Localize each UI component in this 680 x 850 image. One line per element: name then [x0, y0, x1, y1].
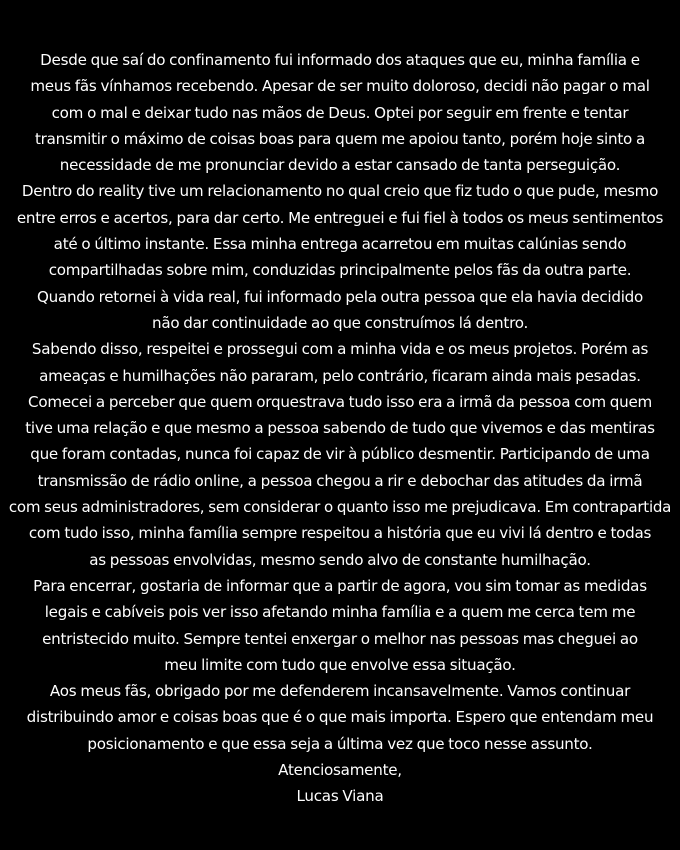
- statement-line: compartilhadas sobre mim, conduzidas principalmente pelos fãs da outra parte.: [48, 261, 632, 280]
- statement-line: meu limite com tudo que envolve essa situação.: [164, 655, 516, 674]
- statement-line: Aos meus fãs, obrigado por me defenderem incansavelmente. Vamos continuar: [49, 682, 631, 701]
- statement-text: [0, 47, 680, 810]
- closing-salutation: Atenciosamente,: [278, 761, 402, 780]
- statement-line: com tudo isso, minha família sempre respeitou a história que eu vivi lá dentro e todas: [28, 524, 652, 543]
- statement-line: Desde que saí do confinamento fui informado dos ataques que eu, minha família e: [40, 51, 640, 69]
- signature-name: Lucas Viana: [296, 787, 384, 806]
- statement-line: com seus administradores, sem considerar o quanto isso me prejudicava. Em contrapartida: [8, 498, 672, 517]
- statement-line: meus fãs vínhamos recebendo. Apesar de ser muito doloroso, decidi não pagar o mal: [30, 77, 650, 96]
- statement-line: até o último instante. Essa minha entrega acarretou em muitas calúnias sendo: [53, 235, 627, 254]
- statement-line: transmitir o máximo de coisas boas para quem me apoiou tanto, porém hoje sinto a: [35, 129, 645, 148]
- statement-line: Quando retornei à vida real, fui informado pela outra pessoa que ela havia decidido: [36, 287, 644, 306]
- statement-line: Dentro do reality tive um relacionamento no qual creio que fiz tudo o que pude, mesmo: [21, 182, 659, 201]
- statement-line: transmissão de rádio online, a pessoa chegou a rir e debochar das atitudes da irmã: [37, 471, 643, 490]
- statement-line: com o mal e deixar tudo nas mãos de Deus. Optei por seguir em frente e tentar: [51, 103, 629, 122]
- statement-line: as pessoas envolvidas, mesmo sendo alvo de constante humilhação.: [89, 550, 591, 569]
- statement-line: entre erros e acertos, para dar certo. Me entreguei e fui fiel à todos os meus sentimentos: [16, 208, 664, 227]
- statement-line: Para encerrar, gostaria de informar que a partir de agora, vou sim tomar as medidas: [33, 576, 647, 595]
- statement-line: não dar continuidade ao que construímos lá dentro.: [151, 313, 529, 332]
- statement-line: entristecido muito. Sempre tentei enxergar o melhor nas pessoas mas cheguei ao: [42, 629, 638, 648]
- statement-line: posicionamento e que essa seja a última vez que toco nesse assunto.: [87, 734, 593, 753]
- statement-line: Comecei a perceber que quem orquestrava tudo isso era a irmã da pessoa com quem: [28, 392, 652, 411]
- statement-line: tive uma relação e que mesmo a pessoa sabendo de tudo que vivemos e das mentiras: [25, 419, 655, 438]
- statement-line: legais e cabíveis pois ver isso afetando minha família e a quem me cerca tem me: [44, 603, 636, 622]
- statement-line: ameaças e humilhações não pararam, pelo contrário, ficaram ainda mais pesadas.: [39, 366, 641, 385]
- statement-line: Sabendo disso, respeitei e prossegui com a minha vida e os meus projetos. Porém as: [31, 340, 649, 359]
- statement-line: que foram contadas, nunca foi capaz de vir à público desmentir. Participando de uma: [30, 445, 650, 464]
- statement-line: necessidade de me pronunciar devido a estar cansado de tanta perseguição.: [59, 156, 621, 175]
- statement-line: distribuindo amor e coisas boas que é o que mais importa. Espero que entendam meu: [26, 708, 654, 727]
